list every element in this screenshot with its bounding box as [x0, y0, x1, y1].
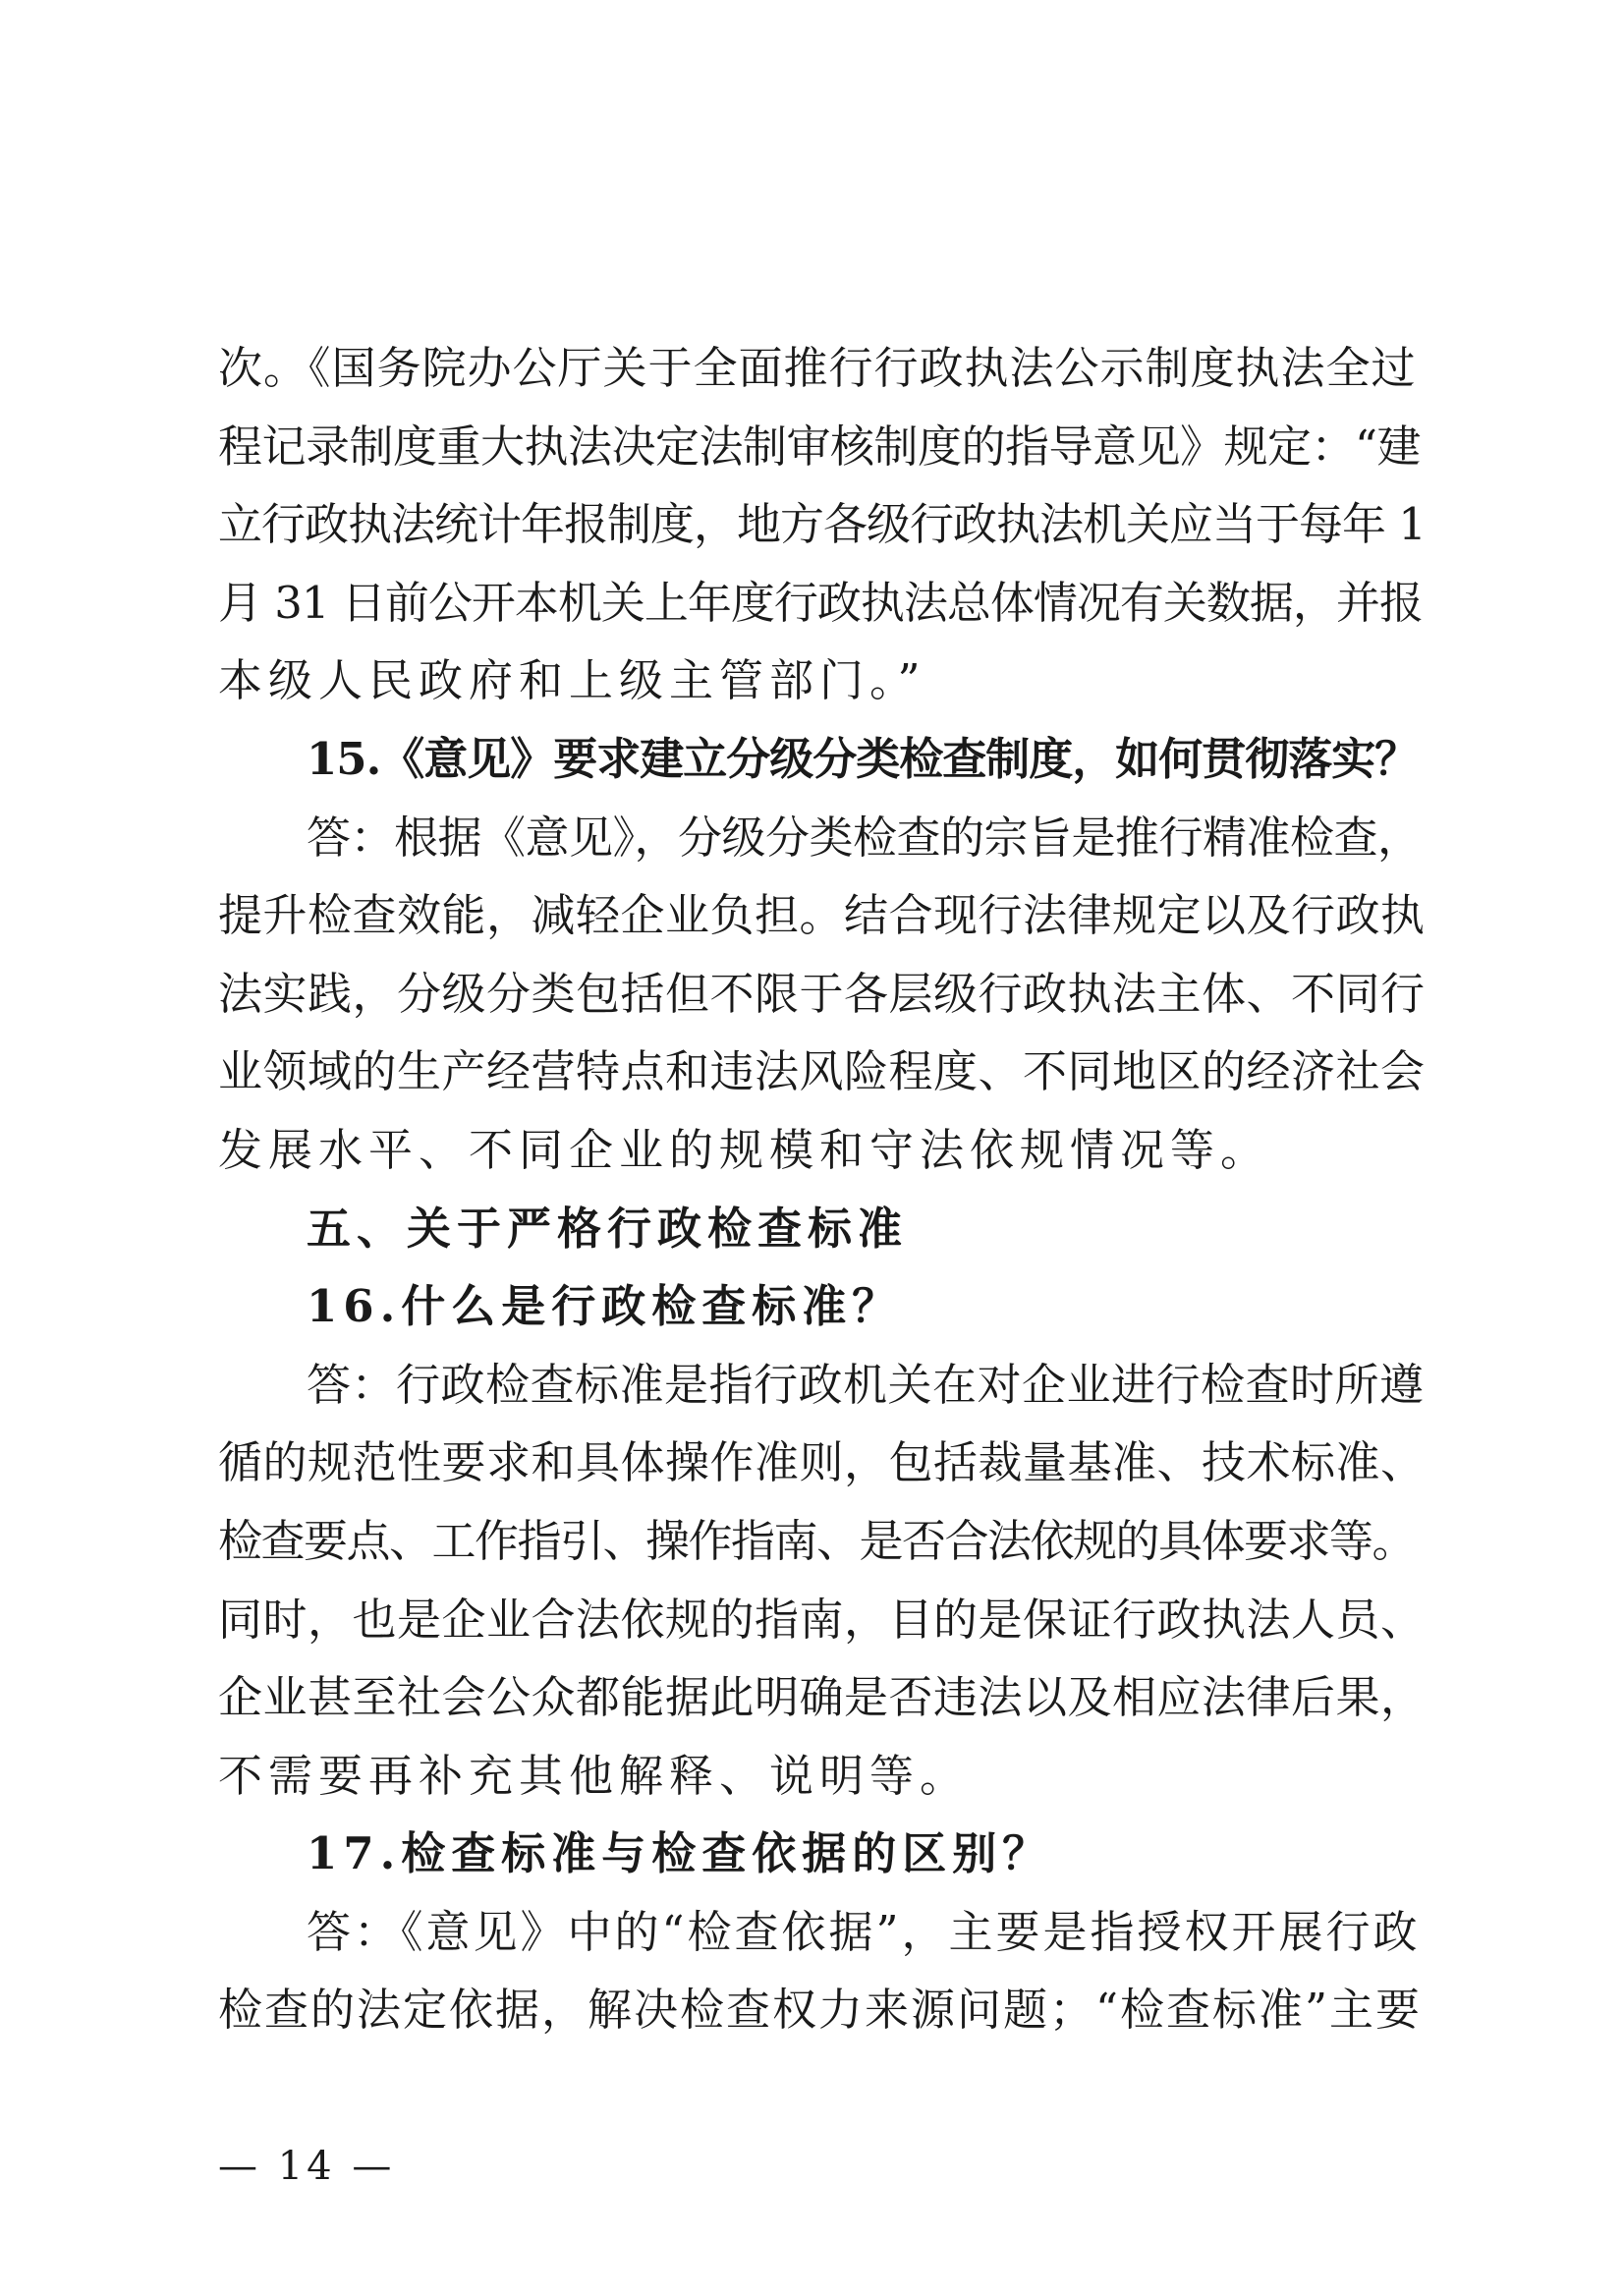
heading-line: 15.《意见》要求建立分级分类检查制度，如何贯彻落实？: [307, 732, 1419, 785]
paragraph-line: 次。《国务院办公厅关于全面推行行政执法公示制度执法全过: [218, 342, 1417, 394]
heading-line: 17.检查标准与检查依据的区别？: [307, 1827, 1053, 1880]
paragraph-line: 检查的法定依据，解决检查权力来源问题；“检查标准”主要: [218, 1984, 1423, 2037]
paragraph-line: 企业甚至社会公众都能据此明确是否违法以及相应法律后果，: [218, 1671, 1426, 1724]
paragraph-line: 同时，也是企业合法依规的指南，目的是保证行政执法人员、: [218, 1593, 1426, 1646]
text-lines: [218, 329, 1427, 2049]
paragraph-line: 答：行政检查标准是指行政机关在对企业进行检查时所遵: [307, 1358, 1425, 1411]
paragraph-line: 答：《意见》中的“检查依据”，主要是指授权开展行政: [307, 1905, 1421, 1958]
paragraph-line: 发展水平、不同企业的规模和守法依规情况等。: [218, 1123, 1271, 1176]
paragraph-line: 业领域的生产经营特点和违法风险程度、不同地区的经济社会: [218, 1045, 1426, 1098]
heading-line: 五、关于严格行政检查标准: [307, 1202, 909, 1255]
paragraph-line: 法实践，分级分类包括但不限于各层级行政执法主体、不同行: [218, 967, 1426, 1020]
paragraph-line: 检查要点、工作指引、操作指南、是否合法依规的具体要求等。: [218, 1514, 1416, 1567]
paragraph-line: 月 31 日前公开本机关上年度行政执法总体情况有关数据，并报: [218, 576, 1423, 629]
paragraph-line: 答：根据《意见》，分级分类检查的宗旨是推行精准检查，: [307, 811, 1422, 864]
page-number: — 14 —: [218, 2144, 396, 2189]
paragraph-line: 提升检查效能，减轻企业负担。结合现行法律规定以及行政执: [218, 889, 1426, 942]
paragraph-line: 立行政执法统计年报制度，地方各级行政执法机关应当于每年 1: [218, 498, 1426, 551]
paragraph-line: 程记录制度重大执法决定法制审核制度的指导意见》规定：“建: [218, 420, 1422, 473]
paragraph-line: 循的规范性要求和具体操作准则，包括裁量基准、技术标准、: [218, 1436, 1426, 1489]
document-body: [218, 329, 1427, 2049]
paragraph-line: 不需要再补充其他解释、说明等。: [218, 1749, 971, 1802]
heading-line: 16.什么是行政检查标准？: [307, 1280, 903, 1333]
paragraph-line: 本级人民政府和上级主管部门。”: [218, 654, 926, 707]
